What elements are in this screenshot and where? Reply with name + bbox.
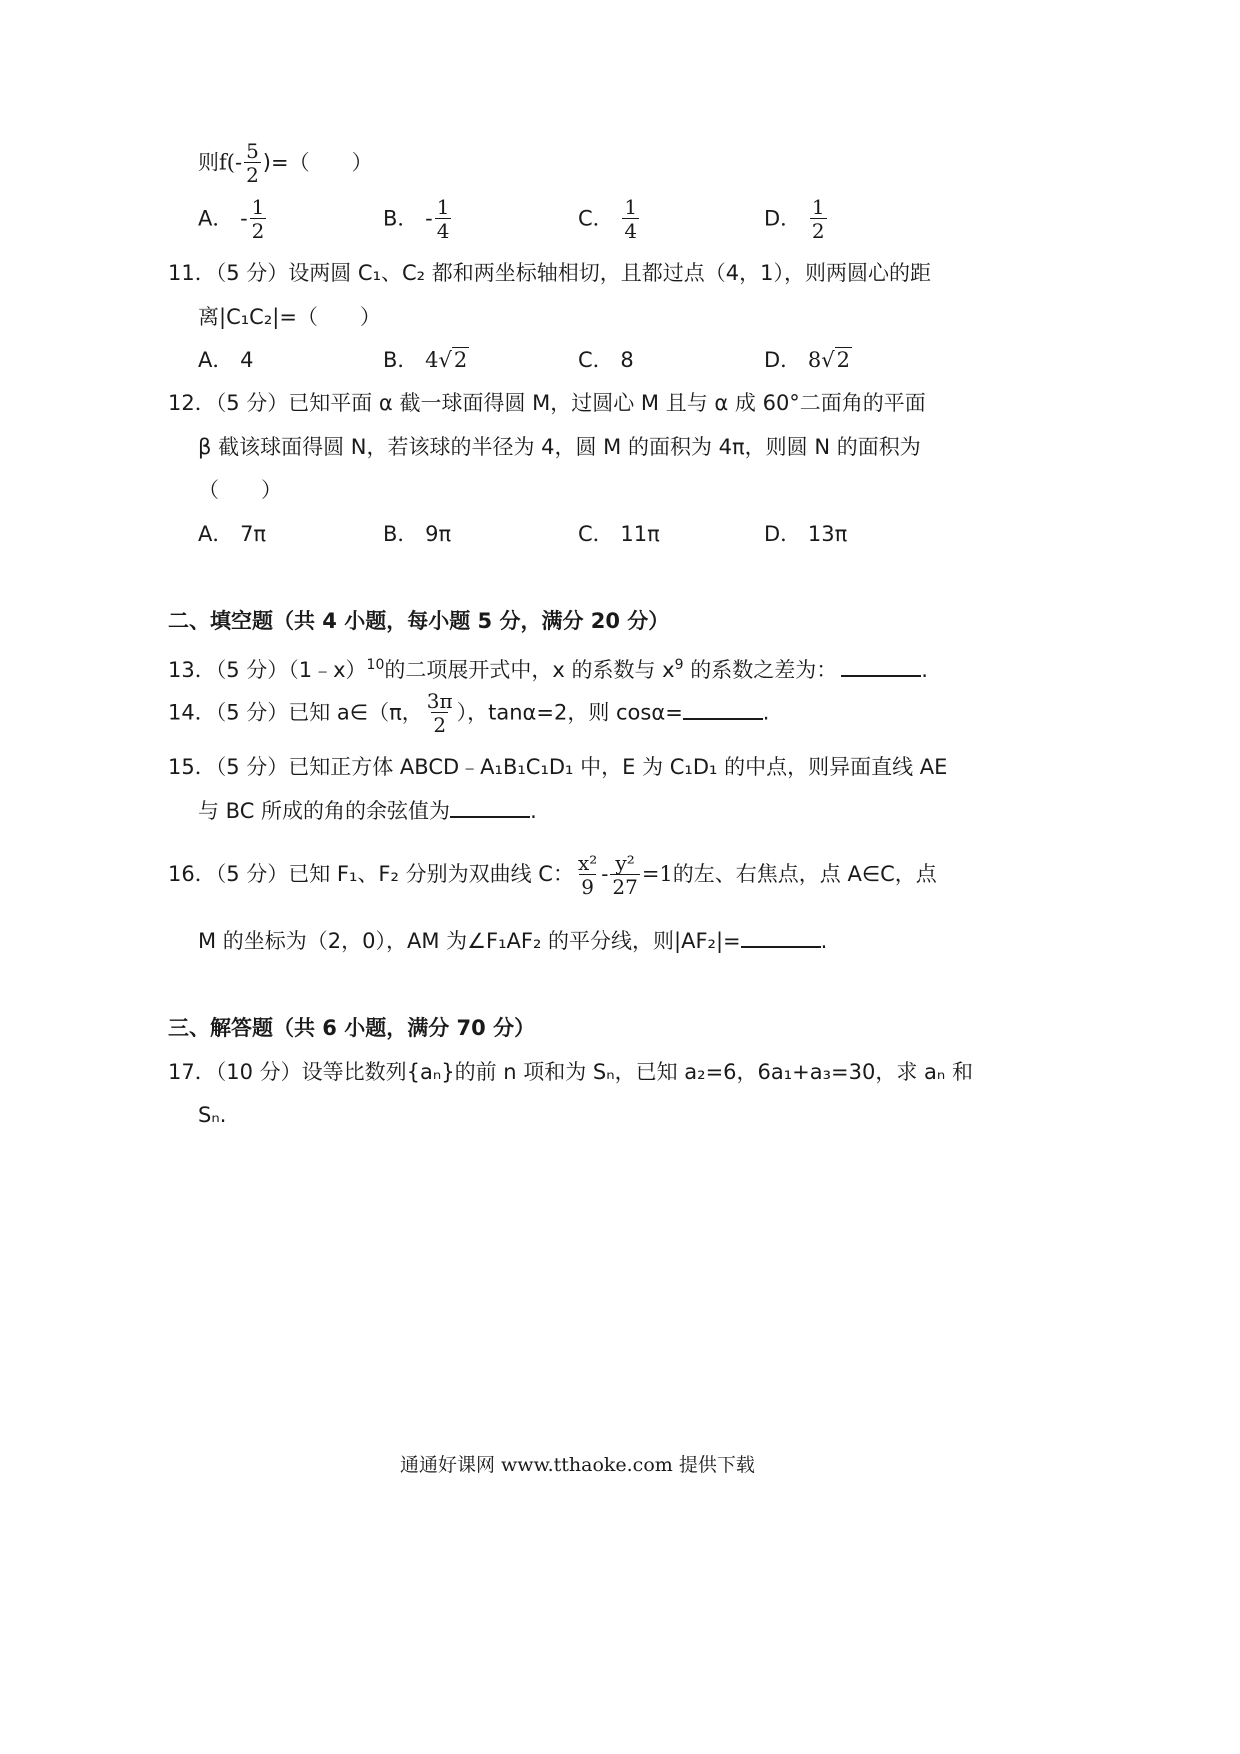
section-heading-solutions: 三、解答题（共 6 小题，满分 70 分） [168,1016,536,1040]
answer-blank[interactable] [450,796,530,818]
q14-line: 14．（5 分）已知 a∈（π， $\frac{3\pi}{2}$ ），tanα=2，则 cosα= . [168,689,770,737]
q11-option-d: D． 8√2 [764,348,850,372]
q12-line1: 12．（5 分）已知平面 α 截一球面得圆 M，过圆心 M 且与 α 成 60°二面角的平面 [168,391,926,415]
q10-suffix: )=（ ） [262,150,373,175]
q12-option-a: A． 7π [198,522,267,546]
q12-option-b: B． 9π [383,522,452,546]
fraction: $\frac{1}{4}$ [624,195,638,243]
sqrt-expression: 8√2 [807,348,850,372]
fraction: $\frac{\text{x²}}{9}$ [577,850,598,899]
fraction: $\frac{3\pi}{2}$ [426,689,453,737]
fraction: $\frac{\text{y²}}{27}$ [612,850,638,899]
section-heading-fill-in: 二、填空题（共 4 小题，每小题 5 分，满分 20 分） [168,609,670,633]
q12-option-d: D． 13π [764,522,848,546]
q12-line2: β 截该球面得圆 N，若该球的半径为 4，圆 M 的面积为 4π，则圆 N 的面积为 [198,435,921,459]
q10-option-d: D． $\frac{1}{2}$ [764,195,825,243]
fraction: $\frac{1}{4}$ [436,195,450,243]
q16-line2: M 的坐标为（2，0），AM 为∠F₁AF₂ 的平分线，则|AF₂|= . [198,926,827,956]
q11-line2: 离|C₁C₂|=（ ） [198,305,381,329]
page-footer: 通通好课网 www.tthaoke.com 提供下载 [400,1454,755,1476]
q12-line3: （ ） [198,478,282,502]
answer-blank[interactable] [841,655,921,677]
q11-option-c: C． 8 [578,348,634,372]
q15-line1: 15．（5 分）已知正方体 ABCD﹣A₁B₁C₁D₁ 中，E 为 C₁D₁ 的中点，则异面直线 AE [168,755,948,779]
q10-option-a: A． - $\frac{1}{2}$ [198,195,265,243]
q13-line: 13．（5 分）（1﹣x）$^{10}$的二项展开式中，x 的系数与 $x^9$ 的系数之差为： . [168,657,928,682]
fraction: $\frac{1}{2}$ [811,195,825,243]
q11-option-a: A． 4 [198,348,254,372]
q15-line2: 与 BC 所成的角的余弦值为 . [198,796,537,826]
q11-option-b: B． 4√2 [383,348,468,372]
q12-option-c: C． 11π [578,522,660,546]
q17-line1: 17．（10 分）设等比数列{aₙ}的前 n 项和为 Sₙ，已知 a₂=6，6a₁+a₃=30，求 aₙ 和 [168,1060,973,1084]
answer-blank[interactable] [741,926,821,948]
fraction: $\frac{1}{2}$ [251,195,265,243]
q17-line2: Sₙ. [198,1103,227,1127]
q10-func: f(- [219,150,243,175]
q11-line1: 11．（5 分）设两圆 C₁、C₂ 都和两坐标轴相切，且都过点（4，1），则两圆心的距 [168,261,931,285]
q10-stem [198,140,373,187]
q10-option-c: C． $\frac{1}{4}$ [578,195,638,243]
q10-prefix: 则 [198,150,219,175]
sqrt-expression: 4√2 [425,348,468,372]
answer-blank[interactable] [683,698,763,720]
q10-fraction: $\frac{5}{2}$ [246,139,259,187]
q16-line1: 16．（5 分）已知 F₁、F₂ 分别为双曲线 C： $\frac{\text{x²}}{9}$ - $\frac{\text{y²}}{27}$ =1的左、右焦点，点 A∈C，点 [168,850,937,899]
q10-option-b: B． - $\frac{1}{4}$ [383,195,450,243]
